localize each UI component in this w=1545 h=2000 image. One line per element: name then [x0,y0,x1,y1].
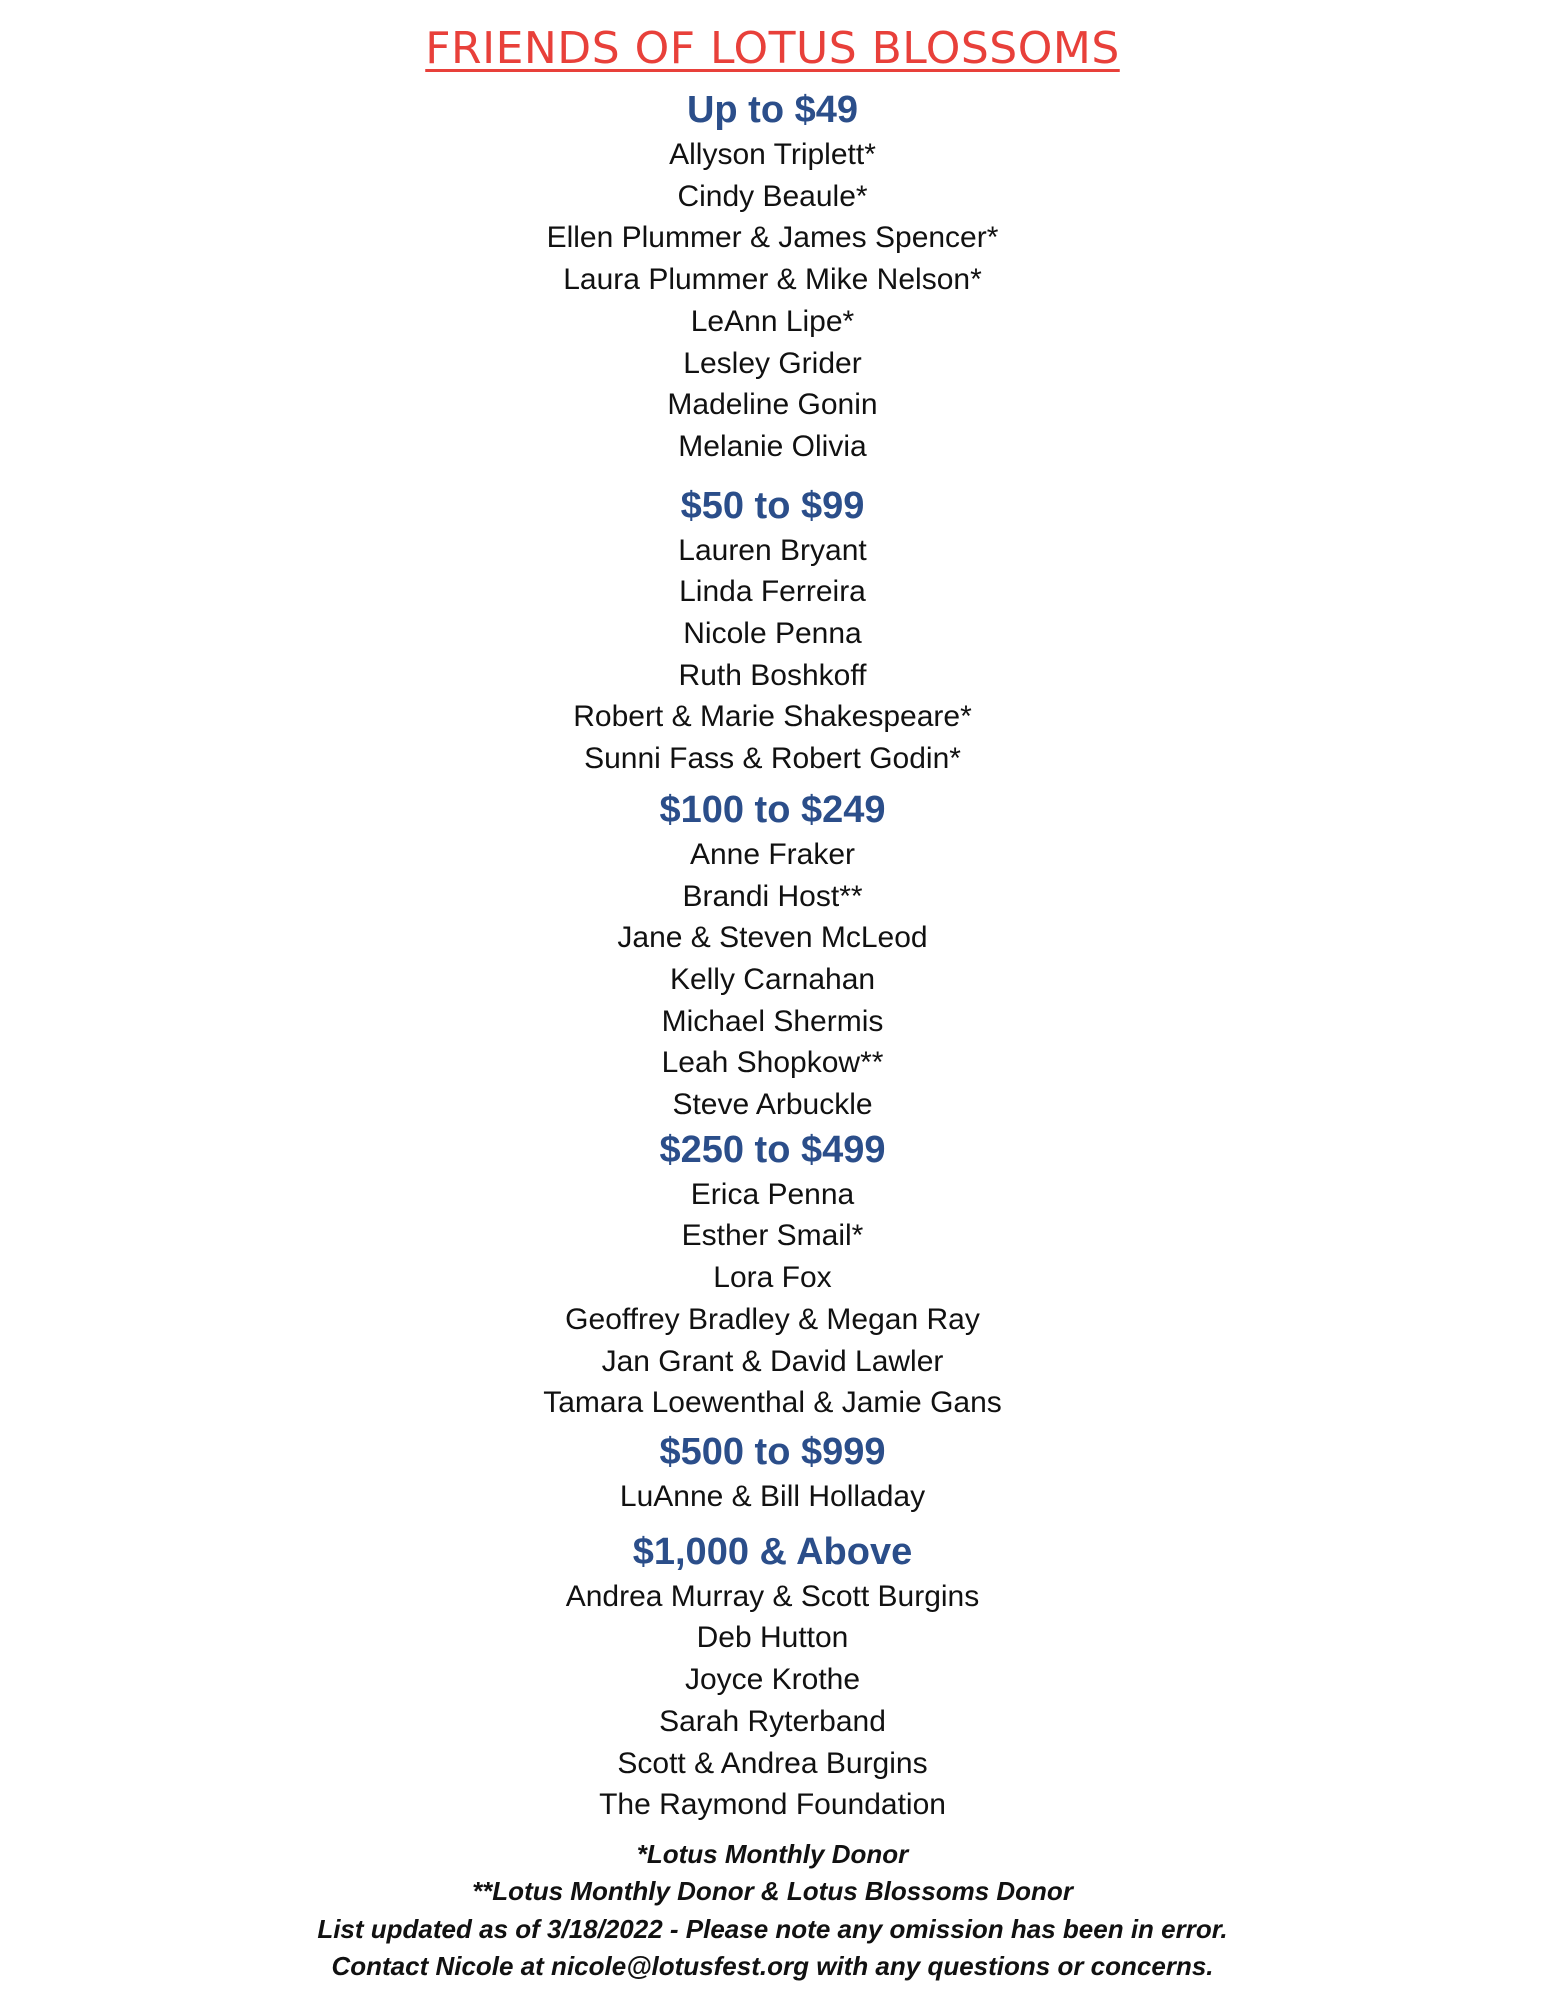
donor-name: Tamara Loewenthal & Jamie Gans [543,1386,1002,1420]
donor-name: Michael Shermis [661,1004,884,1038]
donor-name: Deb Hutton [696,1621,849,1655]
donor-name: Robert & Marie Shakespeare* [573,700,972,734]
donor-list [0,134,1545,468]
tier-250-to-499 [0,1126,1545,1424]
donor-list [0,1476,1545,1518]
donor-name: Jane & Steven McLeod [617,921,928,955]
footnotes [0,1836,1545,1986]
tier-heading: $250 to $499 [659,1128,886,1171]
tier-heading: $50 to $99 [680,484,865,527]
donor-name: Ellen Plummer & James Spencer* [546,221,999,255]
donor-name: LuAnne & Bill Holladay [619,1479,926,1513]
donor-name: Andrea Murray & Scott Burgins [565,1579,980,1613]
donor-name: Steve Arbuckle [672,1088,873,1122]
tier-1000-and-above [0,1528,1545,1826]
donor-name: LeAnn Lipe* [690,304,855,338]
donor-name: Kelly Carnahan [669,962,876,996]
donor-name: Melanie Olivia [678,429,867,463]
donor-name: Nicole Penna [683,617,862,651]
donor-name: Linda Ferreira [679,575,866,609]
page-title: FRIENDS OF LOTUS BLOSSOMS [425,23,1120,74]
tier-50-to-99 [0,482,1545,780]
tier-heading: $500 to $999 [659,1430,886,1473]
footnote-contact: Contact Nicole at nicole@lotusfest.org with any questions or concerns. [331,1951,1214,1982]
donor-list [0,1576,1545,1826]
donor-name: Brandi Host** [682,879,863,913]
tier-up-to-49 [0,86,1545,468]
tier-heading: Up to $49 [686,89,859,131]
tier-100-to-249 [0,786,1545,1126]
donor-name: Cindy Beaule* [677,179,868,213]
donor-name: Laura Plummer & Mike Nelson* [563,263,982,297]
donor-list [0,834,1545,1126]
donor-name: Madeline Gonin [667,388,878,422]
donor-list [0,530,1545,780]
footnote-update-date: List updated as of 3/18/2022 - Please note any omission has been in error. [317,1913,1228,1944]
donor-name: Lauren Bryant [678,533,867,567]
donor-name: Leah Shopkow** [661,1046,884,1080]
donor-name: Ruth Boshkoff [678,658,867,692]
donor-name: Sunni Fass & Robert Godin* [584,742,961,776]
donor-name: Geoffrey Bradley & Megan Ray [565,1302,980,1336]
tier-500-to-999 [0,1428,1545,1518]
donor-name: Joyce Krothe [684,1663,861,1697]
donor-name: Erica Penna [690,1177,855,1211]
tier-heading: $100 to $249 [659,788,886,831]
footnote-monthly-donor: *Lotus Monthly Donor [636,1838,909,1869]
donor-name: The Raymond Foundation [599,1788,946,1822]
donor-name: Lora Fox [713,1261,832,1295]
donor-name: Allyson Triplett* [669,138,876,171]
tier-heading: $1,000 & Above [632,1530,913,1573]
donor-name: Anne Fraker [689,837,856,871]
donor-name: Esther Smail* [681,1219,864,1253]
donor-name: Lesley Grider [683,346,862,380]
donor-name: Jan Grant & David Lawler [601,1344,944,1378]
donor-list [0,1174,1545,1424]
footnote-monthly-and-blossoms-donor: **Lotus Monthly Donor & Lotus Blossoms Donor [472,1876,1073,1907]
donor-name: Sarah Ryterband [659,1704,886,1738]
donor-name: Scott & Andrea Burgins [617,1746,928,1780]
